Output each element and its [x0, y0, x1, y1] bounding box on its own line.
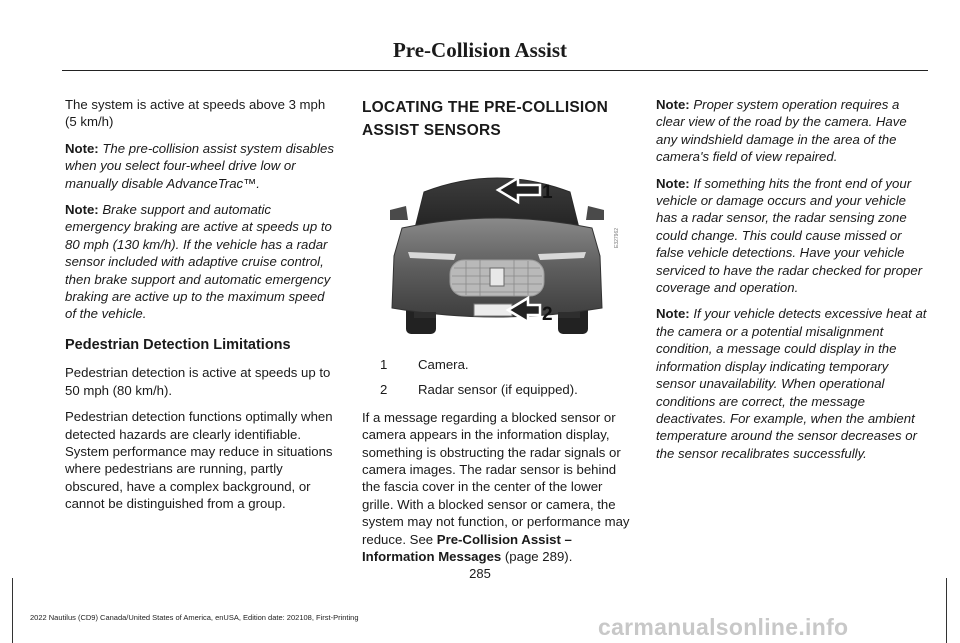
blocked-sensor-paragraph — [362, 409, 632, 566]
legend-item — [362, 356, 632, 373]
crop-mark-left — [12, 578, 13, 643]
note-text: If your vehicle detects excessive heat at the camera or a potential misalignment condition, a message could display in the information display indicating temporary sensor unavailability. When operational conditions are correct, the message deactivates. For example, when the ambient temperature around the sensor decreases or the sensor recalibrates successfully. — [656, 306, 927, 461]
header-divider — [62, 70, 928, 71]
callout-2-label: 2 — [542, 304, 553, 325]
vehicle-illustration — [362, 148, 622, 338]
section-heading-line1: LOCATING THE PRE-COLLISION — [362, 99, 609, 116]
legend-text: Camera. — [418, 357, 469, 372]
note-label: Note: — [656, 97, 690, 112]
note-front-damage — [656, 175, 928, 297]
pedestrian-speed-paragraph: Pedestrian detection is active at speeds up to 50 mph (80 km/h). — [65, 365, 331, 398]
vehicle-body — [390, 178, 604, 334]
cross-reference-link[interactable]: Pre-Collision Assist – Information Messages — [362, 531, 572, 565]
vehicle-front-figure — [362, 148, 622, 338]
column-left — [65, 96, 337, 522]
note-label: Note: — [656, 175, 690, 191]
watermark: carmanualsonline.info — [598, 614, 849, 640]
note-text: Proper system operation requires a clear view of the road by the camera. Have any windshield damage in the area of the camera's field of view repaired. — [656, 97, 907, 165]
page-reference: (page 289). — [501, 549, 573, 565]
legend-number: 2 — [380, 382, 388, 398]
figure-id: E327962 — [614, 227, 620, 248]
callout-1-label: 1 — [542, 182, 553, 203]
column-middle — [362, 96, 632, 574]
note-camera-view — [656, 96, 928, 166]
page-title: Pre-Collision Assist — [392, 38, 568, 62]
paragraph-text: If a message regarding a blocked sensor or camera appears in the information display, something is obstructing the radar signals or camera images. The radar sensor is behind the fascia cover in the center of the lower grille. With a blocked sensor or camera, the system may not function, or performance may reduce. See — [362, 409, 630, 547]
legend-text: Radar sensor (if equipped). — [418, 382, 578, 398]
page-number: 285 — [469, 566, 491, 581]
note-excessive-heat — [656, 305, 928, 462]
note-brake-support — [65, 201, 337, 323]
note-text: If something hits the front end of your vehicle or damage occurs and your vehicle has a radar sensor, the radar sensing zone could change. This could cause missed or false vehicle detections. Have your vehicle serviced to have the radar checked for proper coverage and operation. — [656, 175, 923, 296]
column-right — [656, 96, 928, 471]
crop-mark-right — [946, 578, 947, 643]
legend-item — [362, 381, 632, 398]
edition-footer: 2022 Nautilus (CD9) Canada/United States of America, enUSA, Edition date: 202108, First-Printing — [30, 613, 359, 622]
note-text: Brake support and automatic emergency braking are active at speeds up to 80 mph (130 km/h). If the vehicle has a radar sensor included with adaptive cruise control, then brake support and automatic emergency braking are active up to the maximum speed of the vehicle. — [65, 202, 332, 322]
note-four-wheel-drive — [65, 140, 337, 192]
note-label: Note: — [65, 140, 99, 156]
note-label: Note: — [656, 306, 690, 322]
section-heading-line2: ASSIST SENSORS — [362, 122, 501, 139]
note-label: Note: — [65, 202, 99, 218]
section-heading — [362, 96, 632, 142]
speed-paragraph: The system is active at speeds above 3 mph (5 km/h) — [65, 97, 326, 130]
pedestrian-limitations-heading: Pedestrian Detection Limitations — [65, 336, 291, 353]
pedestrian-function-paragraph: Pedestrian detection functions optimally when detected hazards are clearly identifiable. System performance may reduce in situations where pedestrians are running, partly obscured, have a complex background, or cannot be distinguished from a group. — [65, 409, 333, 512]
legend-number: 1 — [380, 357, 388, 372]
note-text: The pre-collision assist system disables when you select four-wheel drive low or manually disable AdvanceTrac™. — [65, 140, 334, 191]
